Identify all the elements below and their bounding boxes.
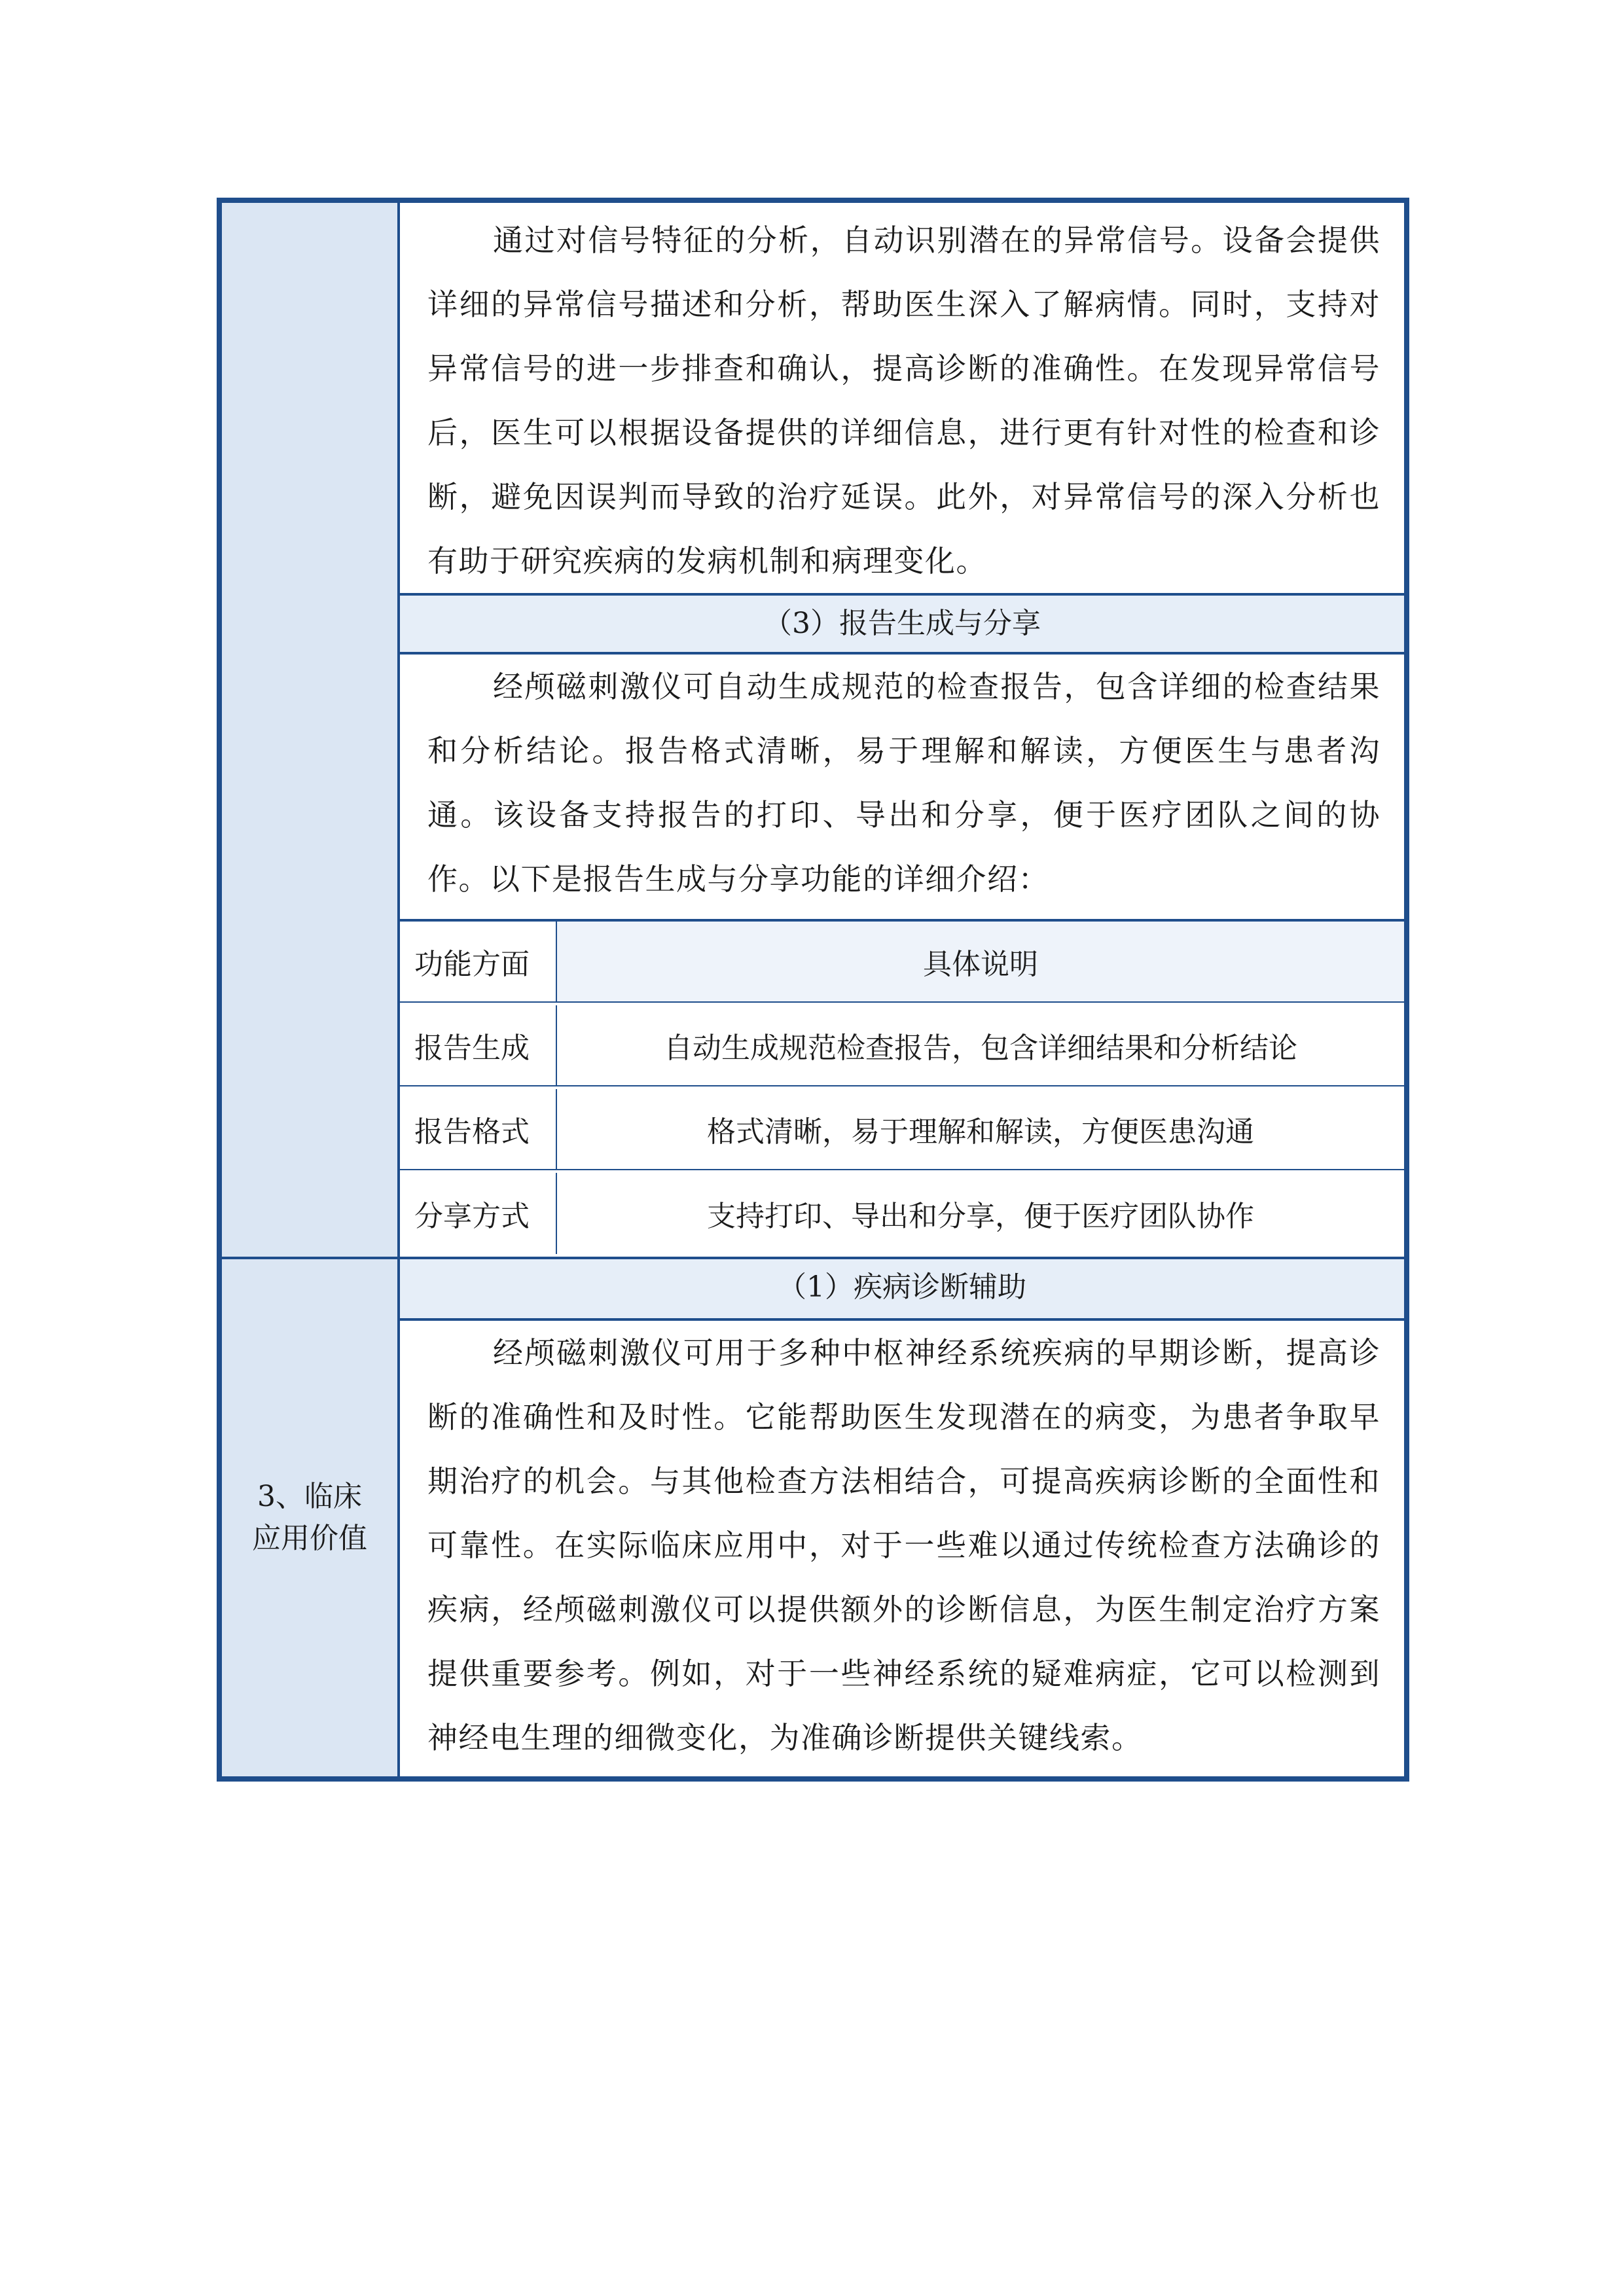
content-cell-analysis-report: [400, 203, 1404, 1259]
report-section-title: （3）报告生成与分享: [400, 593, 1404, 655]
row-label-cell-clinical: [222, 1259, 400, 1776]
report-paragraph: 经颅磁刺激仪可自动生成规范的检查报告，包含详细的检查结果和分析结论。报告格式清晰，易于理解和解读，方便医生与患者沟通。该设备支持报告的打印、导出和分享，便于医疗团队之间的协作。以下是报告生成与分享功能的详细介绍：: [427, 669, 1380, 897]
table-row-value: 格式清晰，易于理解和解读，方便医患沟通: [557, 1089, 1404, 1170]
table-header-description: 具体说明: [557, 922, 1404, 1003]
table-row-value: 自动生成规范检查报告，包含详细结果和分析结论: [557, 1005, 1404, 1086]
clinical-subtitle: （1）疾病诊断辅助: [400, 1259, 1404, 1321]
table-row-key: 报告格式: [400, 1089, 557, 1170]
table-header-feature: 功能方面: [400, 922, 557, 1003]
table-row-key: 报告生成: [400, 1005, 557, 1086]
table-row-value: 支持打印、导出和分享，便于医疗团队协作: [707, 1200, 1254, 1233]
report-feature-table: [400, 919, 1404, 1257]
clinical-section-label: 3、临床应用价值: [252, 1480, 367, 1555]
content-cell-clinical: [400, 1259, 1404, 1776]
analysis-paragraph: 通过对信号特征的分析，自动识别潜在的异常信号。设备会提供详细的异常信号描述和分析，帮助医生深入了解病情。同时，支持对异常信号的进一步排查和确认，提高诊断的准确性。在发现异常信号后，医生可以根据设备提供的详细信息，进行更有针对性的检查和诊断，避免因误判而导致的治疗延误。此外，对异常信号的深入分析也有助于研究疾病的发病机制和病理变化。: [427, 223, 1380, 579]
content-table: [217, 198, 1409, 1782]
clinical-paragraph: 经颅磁刺激仪可用于多种中枢神经系统疾病的早期诊断，提高诊断的准确性和及时性。它能帮助医生发现潜在的病变，为患者争取早期治疗的机会。与其他检查方法相结合，可提高疾病诊断的全面性和可靠性。在实际临床应用中，对于一些难以通过传统检查方法确诊的疾病，经颅磁刺激仪可以提供额外的诊断信息，为医生制定治疗方案提供重要参考。例如，对于一些神经系统的疑难病症，它可以检测到神经电生理的细微变化，为准确诊断提供关键线索。: [427, 1335, 1380, 1755]
row-label-cell-empty: [222, 203, 400, 1259]
table-row-key: 分享方式: [400, 1173, 557, 1254]
